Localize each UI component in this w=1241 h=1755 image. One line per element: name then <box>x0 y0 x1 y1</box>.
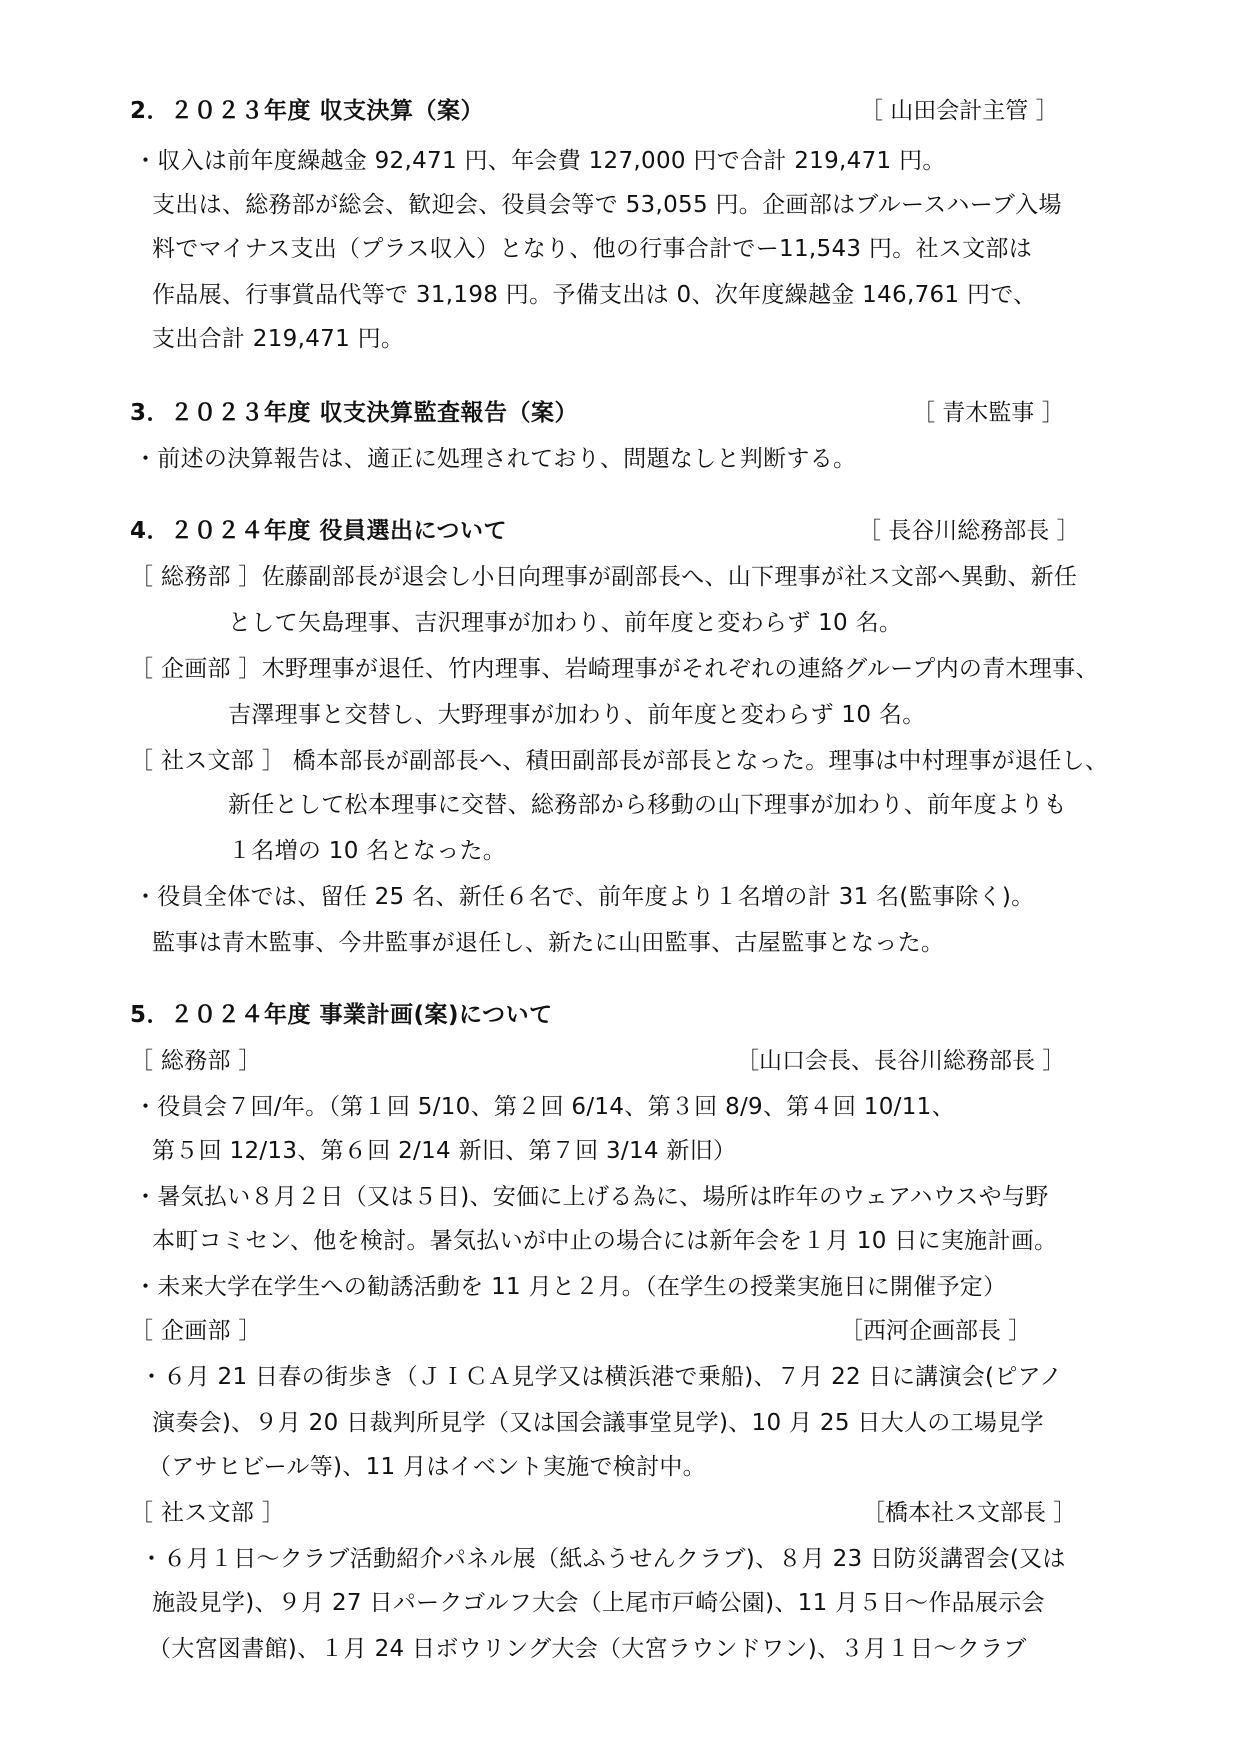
section-4-line-2: として矢島理事、吉沢理事が加わり、前年度と変わらず 10 名。 <box>228 610 903 636</box>
somu-line-1: ・役員会７回/年。（第１回 5/10、第２回 6/14、第３回 8/9、第４回 10/11、 <box>134 1094 955 1120</box>
shabun-line-1: ・６月１日～クラブ活動紹介パネル展（紙ふうせんクラブ)、８月 23 日防災講習会(又は <box>140 1546 1066 1572</box>
section-2-line-1: ・収入は前年度繰越金 92,471 円、年会費 127,000 円で合計 219,471 円。 <box>134 148 946 174</box>
section-3-heading: 3．２０２３年度 収支決算監査報告（案） <box>130 400 579 426</box>
section-3-line-1: ・前述の決算報告は、適正に処理されており、問題なしと判断する。 <box>134 446 857 472</box>
section-4-line-7: １名増の 10 名となった。 <box>228 838 507 864</box>
shabun-line-2: 施設見学)、９月 27 日パークゴルフ大会（上尾市戸崎公園)、11 月５日～作品展示会 <box>152 1590 1045 1616</box>
section-4-line-6: 新任として松本理事に交替、総務部から移動の山下理事が加わり、前年度よりも <box>228 792 1067 818</box>
section-2-line-4: 作品展、行事賞品代等で 31,198 円。予備支出は 0、次年度繰越金 146,761 円で、 <box>152 282 1037 308</box>
section-4-line-1: ［ 総務部 ］佐藤副部長が退会し小日向理事が副部長へ、山下理事が社ス文部へ異動、新任 <box>130 564 1078 590</box>
section-4-line-4: 吉澤理事と交替し、大野理事が加わり、前年度と変わらず 10 名。 <box>228 702 926 728</box>
kikaku-line-2: 演奏会)、９月 20 日裁判所見学（又は国会議事堂見学)、10 月 25 日大人の工場見学 <box>152 1410 1044 1436</box>
section-4-presenter: ［ 長谷川総務部長 ］ <box>858 518 1080 544</box>
section-5-heading: 5．２０２４年度 事業計画(案)について <box>130 1002 553 1028</box>
section-4-heading: 4．２０２４年度 役員選出について <box>130 518 508 544</box>
shabun-line-3: （大宮図書館)、１月 24 日ボウリング大会（大宮ラウンドワン)、３月１日～クラブ <box>148 1636 1027 1662</box>
somu-line-3: ・暑気払い８月２日（又は５日)、安価に上げる為に、場所は昨年のウェアハウスや与野 <box>134 1184 1049 1210</box>
section-4-line-8: ・役員全体では、留任 25 名、新任６名で、前年度より１名増の計 31 名(監事除く)。 <box>134 884 1035 910</box>
kikaku-label: ［ 企画部 ］ <box>130 1318 262 1344</box>
shabun-label: ［ 社ス文部 ］ <box>130 1500 286 1526</box>
somu-line-5: ・未来大学在学生への勧誘活動を 11 月と２月。（在学生の授業実施日に開催予定） <box>134 1274 1007 1300</box>
section-2-line-5: 支出合計 219,471 円。 <box>152 326 405 352</box>
kikaku-line-3: （アサヒビール等)、11 月はイベント実施で検討中。 <box>148 1454 706 1480</box>
somu-line-2: 第５回 12/13、第６回 2/14 新旧、第７回 3/14 新旧） <box>152 1138 737 1164</box>
section-2-line-3: 料でマイナス支出（プラス収入）となり、他の行事合計でー11,543 円。社ス文部は <box>152 236 1033 262</box>
somu-presenter: ［山口会長、長谷川総務部長 ］ <box>736 1048 1066 1074</box>
section-4-line-3: ［ 企画部 ］木野理事が退任、竹内理事、岩崎理事がそれぞれの連絡グループ内の青木理事、 <box>130 656 1099 682</box>
shabun-presenter: ［橋本社ス文部長 ］ <box>862 1500 1077 1526</box>
kikaku-line-1: ・６月 21 日春の街歩き（ＪＩＣＡ見学又は横浜港で乗船)、７月 22 日に講演会(ピアノ <box>140 1364 1063 1390</box>
section-3-presenter: ［ 青木監事 ］ <box>912 400 1065 426</box>
section-2-heading: 2．２０２３年度 収支決算（案） <box>130 98 485 124</box>
section-4-line-9: 監事は青木監事、今井監事が退任し、新たに山田監事、古屋監事となった。 <box>152 930 945 956</box>
somu-line-4: 本町コミセン、他を検討。暑気払いが中止の場合には新年会を１月 10 日に実施計画。 <box>152 1228 1058 1254</box>
section-2-presenter: ［ 山田会計主管 ］ <box>860 98 1059 124</box>
somu-label: ［ 総務部 ］ <box>130 1048 262 1074</box>
kikaku-presenter: ［西河企画部長 ］ <box>840 1318 1032 1344</box>
section-2-line-2: 支出は、総務部が総会、歓迎会、役員会等で 53,055 円。企画部はブルースハーブ入場 <box>152 192 1062 218</box>
section-4-line-5: ［ 社ス文部 ］ 橋本部長が副部長へ、積田副部長が部長となった。理事は中村理事が退任し、 <box>130 748 1109 774</box>
